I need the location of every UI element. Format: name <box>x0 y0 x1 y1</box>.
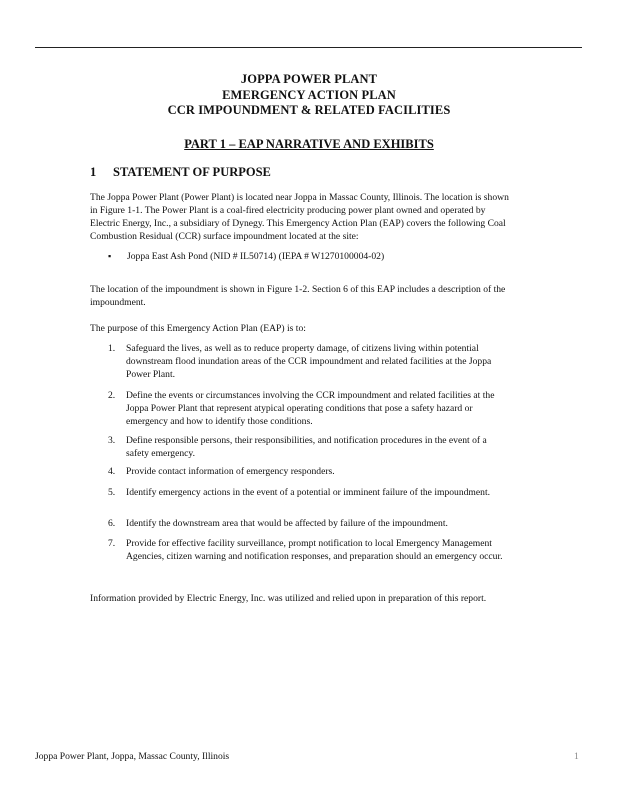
section-heading <box>90 165 271 180</box>
list-item <box>108 342 512 381</box>
bullet-marker: ▪ <box>108 251 112 261</box>
page-number: 1 <box>574 751 579 762</box>
paragraph-impoundment-location: The location of the impoundment is shown in Figure 1-2. Section 6 of this EAP includes a description of the impoundment. <box>90 284 506 308</box>
title-line-2: EMERGENCY ACTION PLAN <box>222 87 396 102</box>
list-item-text: Define responsible persons, their responsibilities, and notification procedures in the event of a safety emergency. <box>126 435 487 459</box>
list-item-text: Identify the downstream area that would be affected by failure of the impoundment. <box>126 518 448 529</box>
list-item <box>108 486 512 499</box>
list-item-number: 5. <box>108 487 116 498</box>
list-item-number: 1. <box>108 343 116 354</box>
list-item-text: Provide for effective facility surveillance, prompt notification to local Emergency Management Agencies, citizen warning and notification responses, and preparation should an emergency occur. <box>126 538 503 562</box>
section-title: STATEMENT OF PURPOSE <box>113 165 271 179</box>
list-item-number: 2. <box>108 390 116 401</box>
title-line-1: JOPPA POWER PLANT <box>240 72 378 86</box>
list-item <box>108 517 512 530</box>
bullet-item <box>108 250 384 263</box>
bullet-text: Joppa East Ash Pond (NID # IL50714) (IEPA # W1270100004-02) <box>127 251 385 262</box>
list-item-number: 3. <box>108 435 116 446</box>
section-number: 1 <box>90 165 97 179</box>
list-item <box>108 389 512 428</box>
list-item <box>108 465 512 478</box>
list-item-text: Safeguard the lives, as well as to reduce property damage, of citizens living within potential downstream flood inundation areas of the CCR impoundment and related facilities at the Joppa Power Plant. <box>126 343 492 380</box>
paragraph-location: The Joppa Power Plant (Power Plant) is located near Joppa in Massac County, Illinois. The location is shown in Figure 1-1. The Power Plant is a coal-fired electricity producing power plant owned and operated by Electric Energy, Inc., a subsidiary of Dynegy. This Emergency Action Plan (EAP) covers the following Coal Combustion Residual (CCR) surface impoundment located at the site: <box>90 192 509 242</box>
list-item <box>108 434 512 460</box>
list-item-number: 6. <box>108 518 116 529</box>
paragraph-information-source: Information provided by Electric Energy, Inc. was utilized and relied upon in preparation of this report. <box>90 593 487 604</box>
list-item-text: Identify emergency actions in the event of a potential or imminent failure of the impoundment. <box>126 487 491 498</box>
list-item-text: Define the events or circumstances involving the CCR impoundment and related facilities at the Joppa Power Plant that represent atypical operating conditions that pose a safety hazard or emergency and how to identify those conditions. <box>126 390 495 427</box>
list-item <box>108 537 512 563</box>
list-item-number: 4. <box>108 466 116 477</box>
header-rule <box>35 47 582 48</box>
title-line-3: CCR IMPOUNDMENT & RELATED FACILITIES <box>167 103 451 117</box>
paragraph-purpose-intro: The purpose of this Emergency Action Plan (EAP) is to: <box>90 323 306 334</box>
document-title <box>0 72 618 119</box>
part-heading: PART 1 – EAP NARRATIVE AND EXHIBITS <box>184 137 434 151</box>
list-item-number: 7. <box>108 538 116 549</box>
footer-location: Joppa Power Plant, Joppa, Massac County, Illinois <box>35 751 230 762</box>
list-item-text: Provide contact information of emergency responders. <box>126 466 335 477</box>
